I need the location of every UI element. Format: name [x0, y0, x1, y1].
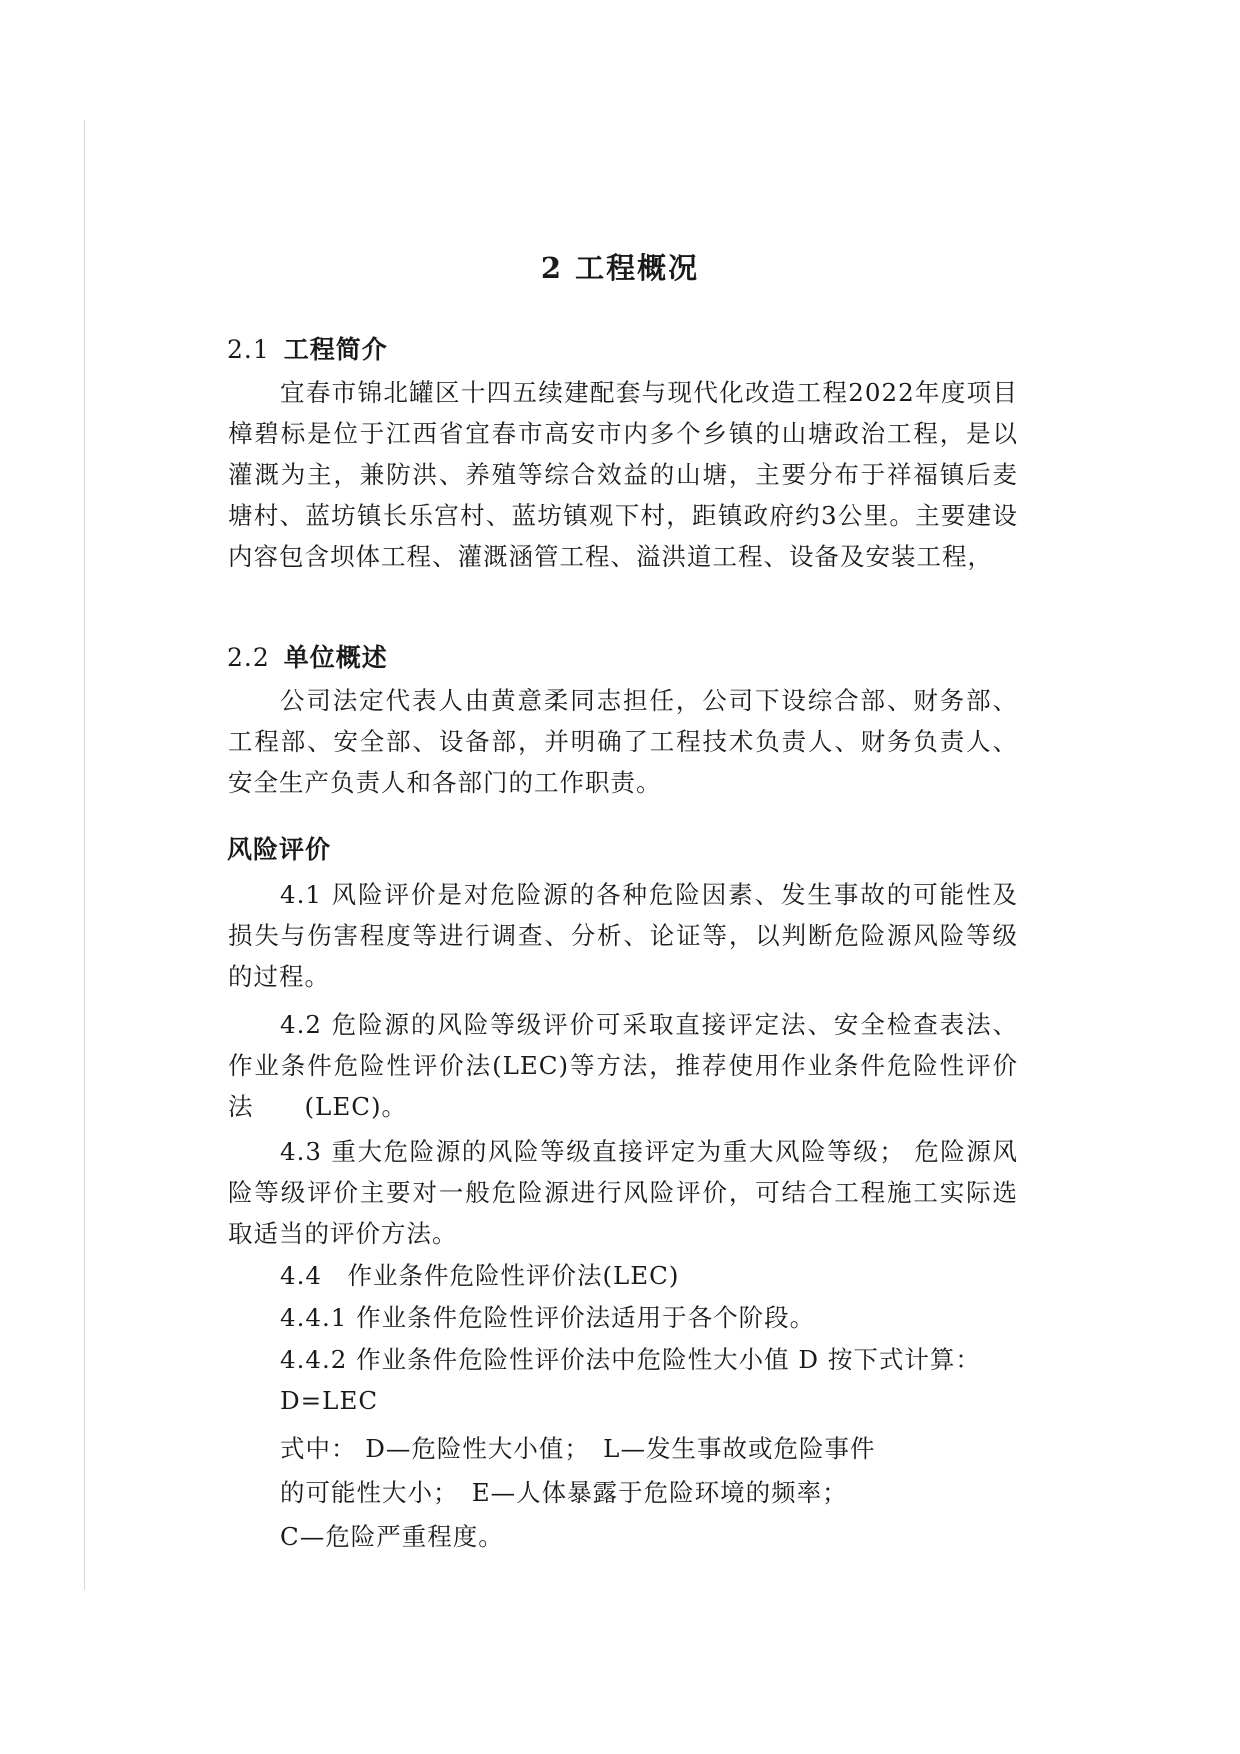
item-4-4-1: 4.4.1 作业条件危险性评价法适用于各个阶段。 — [280, 1303, 816, 1332]
section-number: 2.2 — [227, 643, 270, 672]
paragraph-4-3: 4.3 重大危险源的风险等级直接评定为重大风险等级； 危险源风险等级评价主要对一般危险源进行风险评价，可结合工程施工实际选取适当的评价方法。 — [228, 1137, 1018, 1248]
formula-legend-line-3: C—危险严重程度。 — [280, 1522, 504, 1551]
paragraph-4-1: 4.1 风险评价是对危险源的各种危险因素、发生事故的可能性及损失与伤害程度等进行调查、分析、论证等，以判断危险源风险等级的过程。 — [228, 880, 1018, 991]
section-title: 工程简介 — [283, 335, 388, 364]
chapter-title: 2 工程概况 — [540, 251, 700, 285]
formula-legend-line-1: 式中： D—危险性大小值； L—发生事故或危险事件 — [280, 1434, 876, 1463]
item-4-4-2: 4.4.2 作业条件危险性评价法中危险性大小值 D 按下式计算： — [280, 1345, 981, 1374]
formula-legend-line-2: 的可能性大小； E—人体暴露于危险环境的频率； — [280, 1478, 848, 1507]
section-2-2-body: 公司法定代表人由黄意柔同志担任，公司下设综合部、财务部、工程部、安全部、设备部，并明确了工程技术负责人、财务负责人、安全生产负责人和各部门的工作职责。 — [228, 686, 1018, 797]
section-number: 2.1 — [227, 335, 270, 364]
section-2-1-body: 宜春市锦北罐区十四五续建配套与现代化改造工程2022年度项目樟碧标是位于江西省宜春市高安市内多个乡镇的山塘政治工程，是以灌溉为主，兼防洪、养殖等综合效益的山塘，主要分布于祥福镇后麦塘村、蓝坊镇长乐宫村、蓝坊镇观下村，距镇政府约3公里。主要建设内容包含坝体工程、灌溉涵管工程、溢洪道工程、设备及安装工程， — [228, 378, 1018, 571]
section-heading-2-1 — [227, 330, 388, 366]
formula: D=LEC — [280, 1386, 379, 1415]
risk-heading: 风险评价 — [227, 835, 332, 864]
section-title: 单位概述 — [283, 643, 388, 672]
section-heading-2-2 — [227, 638, 388, 674]
paragraph-4-2: 4.2 危险源的风险等级评价可采取直接评定法、安全检查表法、作业条件危险性评价法(LEC)等方法，推荐使用作业条件危险性评价法 (LEC)。 — [228, 1010, 1018, 1121]
heading-4-4: 4.4 作业条件危险性评价法(LEC) — [280, 1261, 680, 1290]
